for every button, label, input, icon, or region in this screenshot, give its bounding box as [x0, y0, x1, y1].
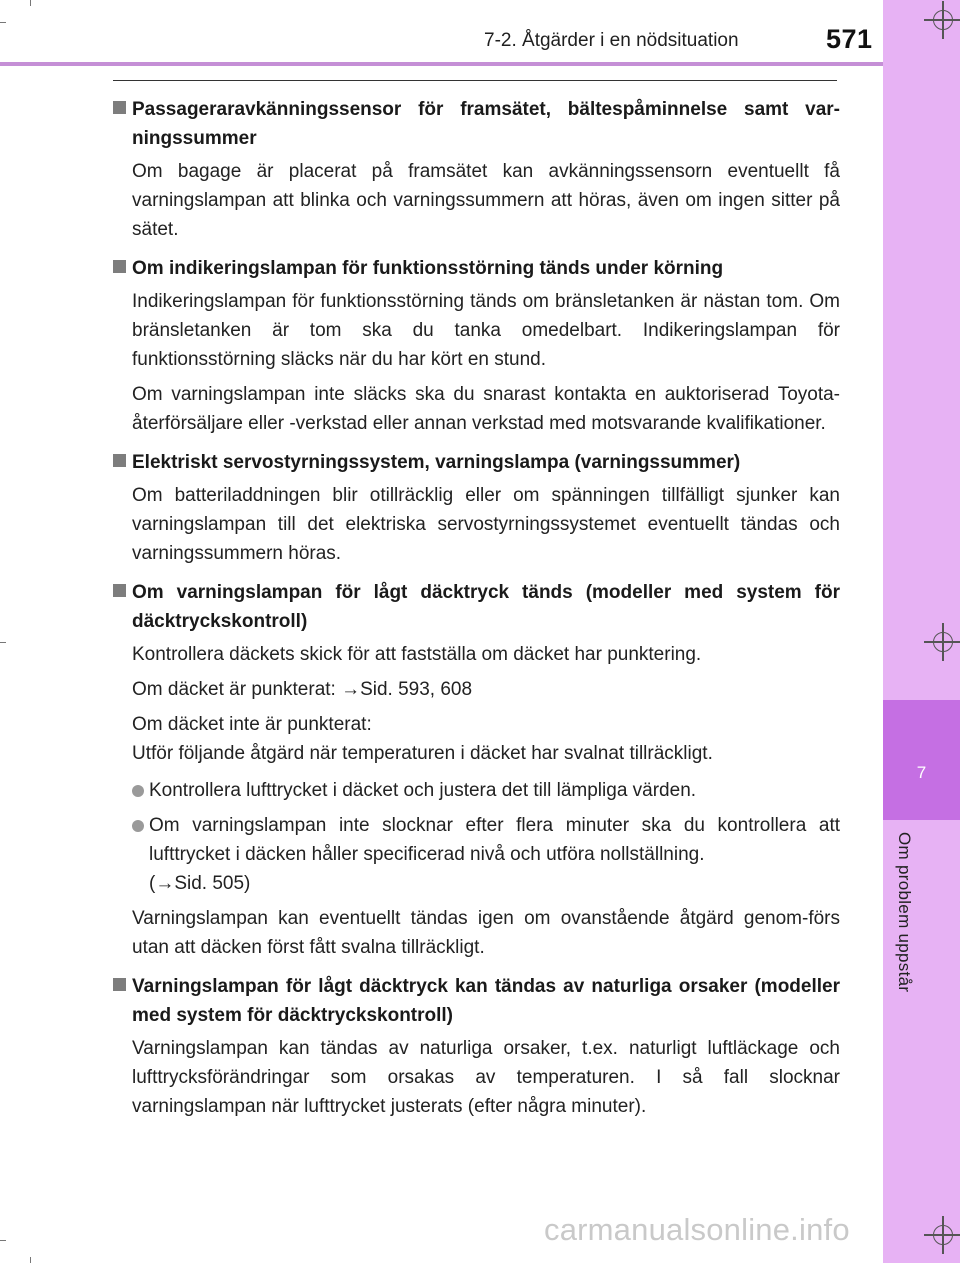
running-header: 7-2. Åtgärder i en nödsituation	[484, 30, 739, 51]
crop-mark	[30, 0, 31, 6]
content-top-rule	[113, 80, 837, 81]
square-bullet-icon	[113, 454, 126, 467]
square-bullet-icon	[113, 584, 126, 597]
square-bullet-icon	[113, 101, 126, 114]
crop-mark	[0, 22, 6, 23]
page-reference: (→Sid. 505)	[149, 873, 251, 894]
paragraph-line: Om däcket inte är punkterat:	[132, 714, 372, 735]
list-item	[132, 811, 840, 898]
header-rule	[0, 62, 883, 66]
list-item: Kontrollera lufttrycket i däcket och justera det till lämpliga värden.	[132, 776, 840, 805]
section-heading: Varningslampan för lågt däcktryck kan tändas av naturliga orsaker (modeller med system för däcktryckskontroll)	[132, 976, 840, 1026]
paragraph: Indikeringslampan för funktionsstörning tänds om bränsletanken är nästan tom. Om bränsletanken är tom ska du tanka omedelbart. Indikeringslampan för funktionsstörning släcks när du har kört en stund.	[132, 291, 840, 370]
square-bullet-icon	[113, 978, 126, 991]
paragraph: Varningslampan kan eventuellt tändas igen om ovanstående åtgärd genom-förs utan att däcken först fått svalna tillräckligt.	[132, 908, 840, 958]
page-number: 571	[826, 24, 873, 54]
section-heading: Om varningslampan för lågt däcktryck tänds (modeller med system för däcktryckskontroll)	[132, 582, 840, 632]
chapter-number: 7	[916, 763, 927, 782]
paragraph: Kontrollera däckets skick för att fastställa om däcket har punktering.	[132, 644, 702, 665]
section-power-steering	[113, 448, 840, 568]
chapter-tab-highlight	[883, 700, 960, 820]
list-item-text: Om varningslampan inte slocknar efter flera minuter ska du kontrollera att lufttrycket i däcken håller specificerad nivå och utföra nollställning.	[149, 815, 840, 865]
registration-mark-middle	[933, 632, 953, 652]
paragraph	[132, 710, 840, 768]
paragraph: Om batteriladdningen blir otillräcklig eller om spänningen tillfälligt sjunker kan varningslampan till det elektriska servostyrningssystemet eventuellt tändas och varningssummern höras.	[132, 485, 840, 564]
registration-mark-bottom	[933, 1225, 953, 1245]
section-malfunction-lamp	[113, 254, 840, 438]
page-content	[113, 95, 840, 1131]
paragraph: Om bagage är placerat på framsätet kan avkänningssensorn eventuellt få varningslampan att blinka och varningssummern att höras, även om ingen sitter på sätet.	[132, 161, 840, 240]
section-heading: Om indikeringslampan för funktionsstörning tänds under körning	[132, 258, 724, 279]
section-heading: Elektriskt servostyrningssystem, varningslampa (varningssummer)	[132, 452, 741, 473]
section-natural-causes	[113, 972, 840, 1121]
chapter-label: Om problem uppstår	[895, 832, 914, 993]
page-reference: Om däcket är punkterat: →Sid. 593, 608	[132, 679, 473, 700]
section-heading: Passageraravkänningssensor för framsätet, bältespåminnelse samt var-ningssummer	[132, 99, 840, 149]
section-low-tire-pressure	[113, 578, 840, 962]
crop-mark	[0, 1240, 6, 1241]
chapter-tab	[883, 0, 960, 1263]
crop-mark	[0, 642, 6, 643]
paragraph: Om varningslampan inte släcks ska du snarast kontakta en auktoriserad Toyota-återförsäljare eller -verkstad eller annan verkstad med motsvarande kvalifikationer.	[132, 384, 840, 434]
watermark: carmanualsonline.info	[544, 1212, 850, 1247]
paragraph: Varningslampan kan tändas av naturliga orsaker, t.ex. naturligt luftläckage och lufttrycksförändringar som orsakas av temperaturen. I så fall slocknar varningslampan när lufttrycket justerats (efter några minuter).	[132, 1038, 840, 1117]
paragraph-line: Utför följande åtgärd när temperaturen i däcket har svalnat tillräckligt.	[132, 743, 713, 764]
crop-mark	[30, 1257, 31, 1263]
circle-bullet-icon	[132, 820, 144, 832]
square-bullet-icon	[113, 260, 126, 273]
circle-bullet-icon	[132, 785, 144, 797]
section-passenger-sensor	[113, 95, 840, 244]
registration-mark-top	[933, 10, 953, 30]
